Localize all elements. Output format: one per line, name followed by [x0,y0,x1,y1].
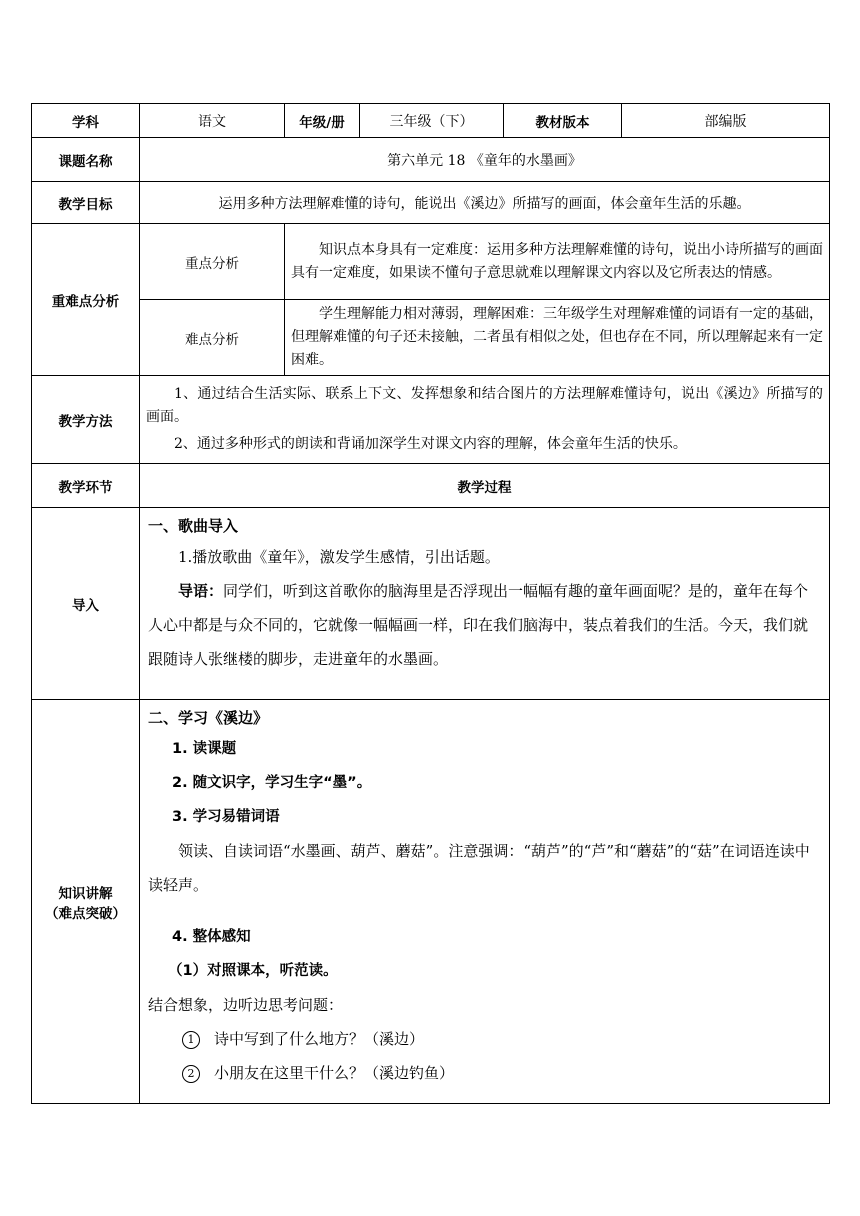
key-analysis-cell [285,224,830,300]
knowledge-label [32,700,140,1104]
guide-label: 导语： [178,582,224,600]
process-label: 教学环节 [32,464,140,508]
grade-label: 年级/册 [285,104,360,138]
goal-text: 运用多种方法理解难懂的诗句，能说出《溪边》所描写的画面，体会童年生活的乐趣。 [140,182,830,224]
knowledge-cell [140,700,830,1104]
analysis-label: 重难点分析 [32,224,140,376]
method-line-1: 1、通过结合生活实际、联系上下文、发挥想象和结合图片的方法理解难懂诗句，说出《溪边》所描写的画面。 [146,386,823,425]
edition-value: 部编版 [622,104,830,138]
lesson-plan-table [31,103,830,1104]
step-4: 4. 整体感知 [172,929,251,945]
process-header: 教学过程 [140,464,830,508]
step-2: 2. 随文识字，学习生字“墨”。 [172,775,372,791]
knowledge-label-line-2: （难点突破） [45,905,126,922]
circled-number-1: 1 [182,1031,200,1049]
sub-step-1: （1）对照课本，听范读。 [168,963,338,979]
question-2 [148,1056,821,1090]
step-3-text: 领读、自读词语“水墨画、葫芦、蘑菇”。注意强调：“葫芦”的“芦”和“蘑菇”的“菇”在词语连读中读轻声。 [148,842,810,894]
question-1-text: 诗中写到了什么地方？（溪边） [214,1030,425,1048]
lesson-title-value: 第六单元 18 《童年的水墨画》 [140,138,830,182]
guide-text: 同学们，听到这首歌你的脑海里是否浮现出一幅幅有趣的童年画面呢？是的，童年在每个人心中都是与众不同的，它就像一幅幅画一样，印在我们脑海中，装点着我们的生活。今天，我们就跟随诗人张继楼的脚步，走进童年的水墨画。 [148,582,809,668]
difficult-analysis-text: 学生理解能力相对薄弱，理解困难：三年级学生对理解难懂的词语有一定的基础，但理解难懂的句子还未接触，二者虽有相似之处，但也存在不同，所以理解起来有一定困难。 [291,306,823,368]
subject-value: 语文 [140,104,285,138]
key-analysis-label: 重点分析 [140,224,285,300]
method-line-2: 2、通过多种形式的朗读和背诵加深学生对课文内容的理解，体会童年生活的快乐。 [174,436,687,452]
difficult-analysis-cell [285,300,830,376]
step-3: 3. 学习易错词语 [172,809,280,825]
knowledge-label-line-1: 知识讲解 [58,885,113,902]
intro-item-1: 1.播放歌曲《童年》，激发学生感情，引出话题。 [178,548,500,566]
method-label: 教学方法 [32,376,140,464]
key-analysis-text: 知识点本身具有一定难度：运用多种方法理解难懂的诗句，说出小诗所描写的画面具有一定难度，如果读不懂句子意思就难以理解课文内容以及它所表达的情感。 [291,241,823,281]
spacer [148,902,821,920]
knowledge-heading: 二、学习《溪边》 [148,709,269,727]
intro-guide [148,574,821,676]
question-2-text: 小朋友在这里干什么？（溪边钓鱼） [214,1064,455,1082]
lesson-title-label: 课题名称 [32,138,140,182]
question-1 [148,1022,821,1056]
prompt-text: 结合想象，边听边思考问题： [148,996,344,1014]
circled-number-2: 2 [182,1065,200,1083]
intro-cell [140,508,830,700]
edition-label: 教材版本 [504,104,622,138]
intro-heading: 一、歌曲导入 [148,517,239,535]
subject-label: 学科 [32,104,140,138]
intro-label: 导入 [32,508,140,700]
difficult-analysis-label: 难点分析 [140,300,285,376]
method-cell [140,376,830,464]
goal-label: 教学目标 [32,182,140,224]
grade-value: 三年级（下） [360,104,504,138]
step-1: 1. 读课题 [172,741,237,757]
